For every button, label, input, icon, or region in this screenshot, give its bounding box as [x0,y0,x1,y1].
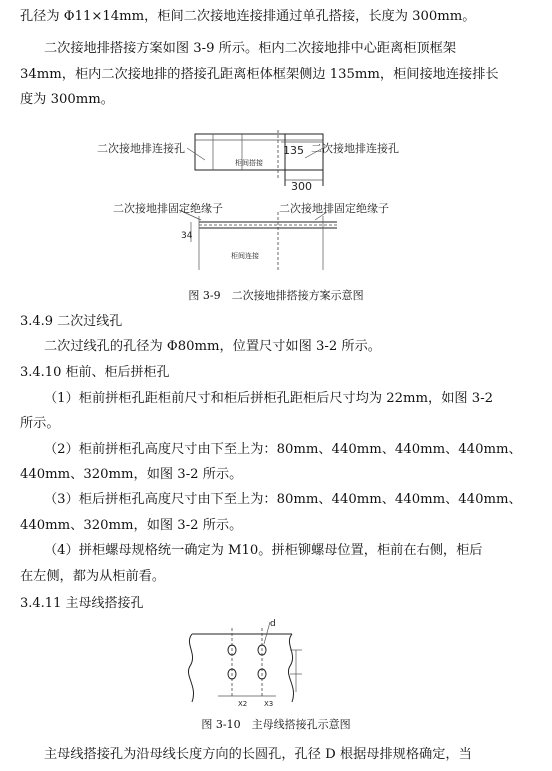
label-upper-small: 柜间搭接 [235,159,263,167]
dimension-135: 135 [283,144,304,157]
list-item-line: （4）拼柜螺母规格统一确定为 M10。拼柜铆螺母位置，柜前在右侧，柜后 [44,543,483,558]
label-x2: X2 [238,700,248,708]
label-lower-small: 柜间连接 [231,252,259,260]
paragraph-line: 孔径为 Φ11×14mm，柜间二次接地连接排通过单孔搭接，长度为 300mm。 [20,9,476,24]
break-line-left [188,634,193,702]
leader-line [187,148,205,160]
label-left-top: 二次接地排连接孔 [97,142,185,155]
label-left-mid: 二次接地排固定绝缘子 [113,202,223,215]
figure-caption: 图 3-10 主母线搭接孔示意图 [201,718,351,731]
paragraph-line: 二次接地排搭接方案如图 3-9 所示。柜内二次接地排中心距离柜顶框架 [44,41,457,56]
grounding-bar-diagram [95,130,415,270]
dimension-34: 34 [181,231,193,241]
paragraph-line: 主母线搭接孔为沿母线长度方向的长圆孔，孔径 D 根据母排规格确定，当 [44,747,472,762]
list-item-line: 440mm、320mm，如图 3-2 所示。 [20,467,243,482]
list-item-line: （3）柜后拼柜孔高度尺寸由下至上为：80mm、440mm、440mm、440mm、 [44,492,522,507]
label-x3: X3 [264,700,274,708]
list-item-line: （1）柜前拼柜孔距柜前尺寸和柜后拼柜孔距柜后尺寸均为 22mm，如图 3-2 [44,391,494,406]
section-heading: 3.4.10 柜前、柜后拼柜孔 [20,365,170,380]
list-item-line: 440mm、320mm，如图 3-2 所示。 [20,518,243,533]
paragraph-line: 二次过线孔的孔径为 Φ80mm，位置尺寸如图 3-2 所示。 [44,339,381,354]
label-right-top: 二次接地排连接孔 [311,142,399,155]
busbar-hole-diagram [178,618,338,710]
list-item-line: （2）柜前拼柜孔高度尺寸由下至上为：80mm、440mm、440mm、440mm、 [44,442,522,457]
figure-caption: 图 3-9 二次接地排搭接方案示意图 [188,289,364,302]
paragraph-line: 34mm，柜内二次接地排的搭接孔距离柜体框架侧边 135mm，柜间接地连接排长 [20,67,499,82]
paragraph-line: 度为 300mm。 [20,92,114,107]
dimension-300: 300 [291,180,312,193]
section-heading: 3.4.9 二次过线孔 [20,314,123,329]
list-item-line: 在左侧，都为从柜前看。 [20,569,166,584]
label-d: d [270,619,276,629]
label-right-mid: 二次接地排固定绝缘子 [279,202,389,215]
list-item-line: 所示。 [20,416,60,431]
section-heading: 3.4.11 主母线搭接孔 [20,596,144,611]
break-line-right [288,634,293,702]
